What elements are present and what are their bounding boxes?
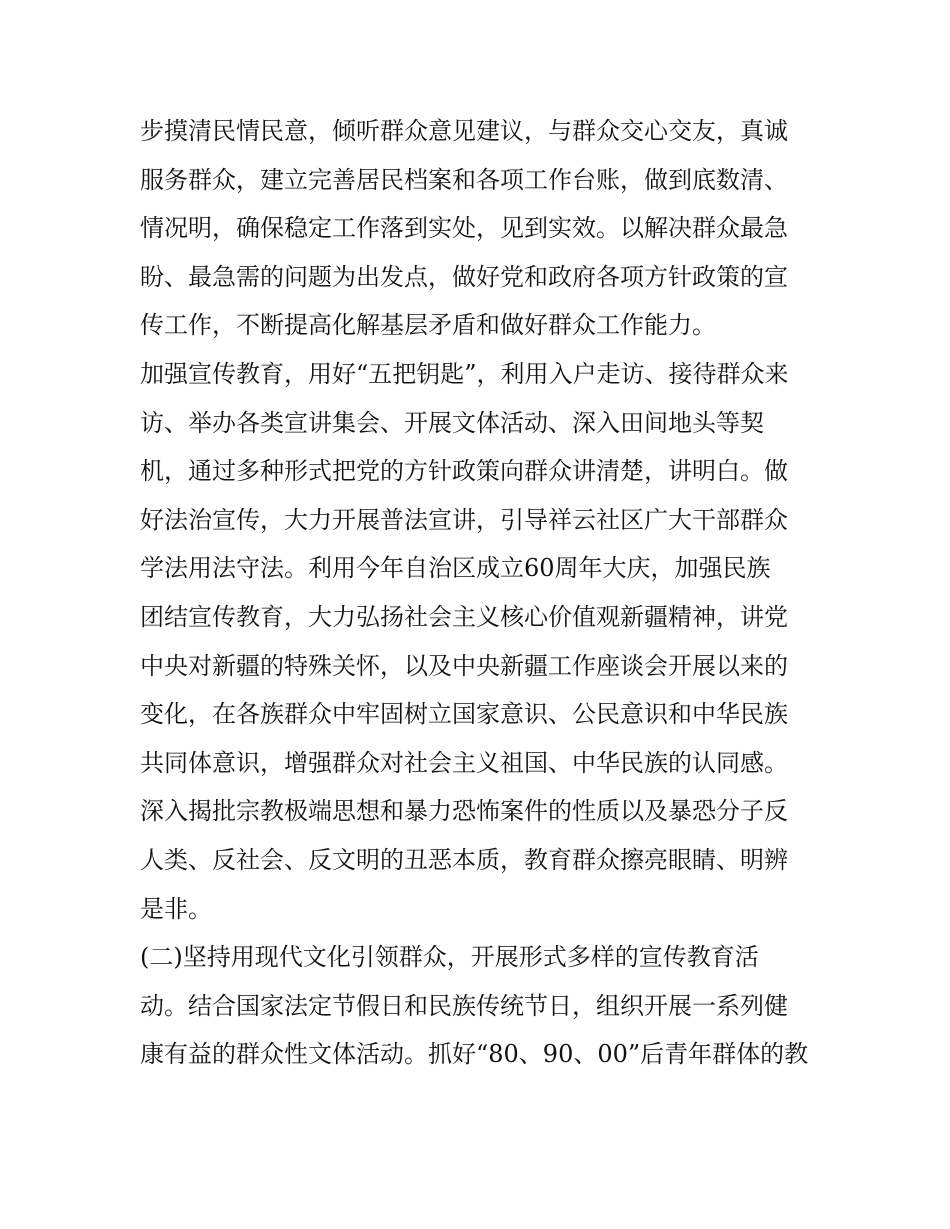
text-line: 传工作，不断提高化解基层矛盾和做好群众工作能力。	[140, 311, 716, 340]
text-line: 步摸清民情民意，倾听群众意见建议，与群众交心交友，真诚	[140, 117, 788, 145]
body-text	[140, 107, 820, 1079]
text-line: 是非。	[140, 894, 212, 923]
text-line: (二)坚持用现代文化引领群众，开展形式多样的宣传教育活	[140, 943, 759, 972]
text-line: 中央对新疆的特殊关怀，以及中央新疆工作座谈会开展以来的	[140, 651, 788, 680]
text-line: 学法用法守法。利用今年自治区成立60周年大庆，加强民族	[140, 554, 771, 583]
text-line: 盼、最急需的问题为出发点，做好党和政府各项方针政策的宣	[140, 262, 788, 291]
text-line: 人类、反社会、反文明的丑恶本质，教育群众擦亮眼睛、明辨	[140, 845, 788, 874]
text-line: 团结宣传教育，大力弘扬社会主义核心价值观新疆精神，讲党	[140, 602, 788, 631]
text-line: 机，通过多种形式把党的方针政策向群众讲清楚，讲明白。做	[140, 457, 788, 486]
text-line: 好法治宣传，大力开展普法宣讲，引导祥云社区广大干部群众	[140, 505, 788, 534]
text-line: 共同体意识，增强群众对社会主义祖国、中华民族的认同感。	[140, 748, 788, 777]
text-line: 动。结合国家法定节假日和民族传统节日，组织开展一系列健	[140, 991, 788, 1020]
text-line: 加强宣传教育，用好“五把钥匙”，利用入户走访、接待群众来	[140, 359, 789, 388]
text-line: 康有益的群众性文体活动。抓好“80、90、00”后青年群体的教	[140, 1040, 809, 1069]
text-line: 服务群众，建立完善居民档案和各项工作台账，做到底数清、	[140, 165, 788, 194]
text-line: 变化，在各族群众中牢固树立国家意识、公民意识和中华民族	[140, 700, 788, 729]
text-line: 深入揭批宗教极端思想和暴力恐怖案件的性质以及暴恐分子反	[140, 797, 788, 826]
text-line: 情况明，确保稳定工作落到实处，见到实效。以解决群众最急	[140, 214, 788, 243]
text-line: 访、举办各类宣讲集会、开展文体活动、深入田间地头等契	[140, 408, 764, 437]
